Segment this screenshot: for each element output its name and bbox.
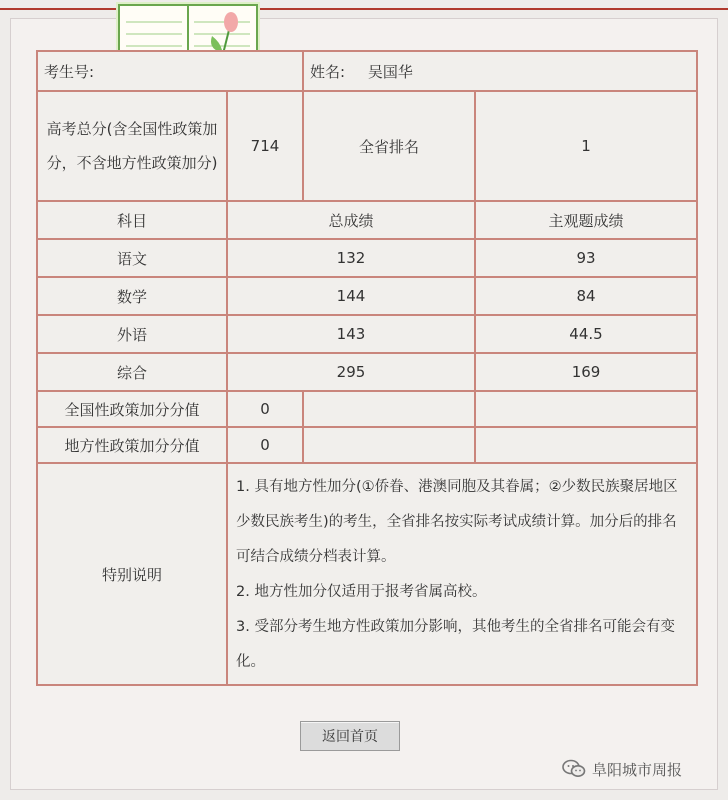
table-header-row (37, 201, 697, 239)
note-item: 1. 具有地方性加分(①侨眷、港澳同胞及其眷属；②少数民族聚居地区少数民族考生)的考生，全省排名按实际考试成绩计算。加分后的排名可结合成绩分档表计算。 (236, 479, 678, 565)
name-cell (303, 51, 697, 91)
total-score-value: 714 (227, 91, 303, 201)
header-total: 总成绩 (227, 201, 475, 239)
note-item: 3. 受部分考生地方性政策加分影响，其他考生的全省排名可能会有变化。 (236, 619, 675, 670)
empty-cell (303, 391, 475, 427)
table-row (37, 463, 697, 685)
table-row (37, 91, 697, 201)
back-home-button[interactable]: 返回首页 (300, 721, 400, 751)
table-row (37, 277, 697, 315)
notes-label: 特别说明 (37, 463, 227, 685)
score-table (36, 50, 698, 686)
wechat-icon (562, 759, 586, 779)
subject-total: 144 (227, 277, 475, 315)
table-row (37, 51, 697, 91)
local-policy-label: 地方性政策加分分值 (37, 427, 227, 463)
note-item: 2. 地方性加分仅适用于报考省属高校。 (236, 584, 487, 600)
subject-name: 数学 (37, 277, 227, 315)
exam-no-cell (37, 51, 303, 91)
top-rule (0, 8, 728, 10)
header-subject: 科目 (37, 201, 227, 239)
header-subjective: 主观题成绩 (475, 201, 697, 239)
table-row (37, 427, 697, 463)
local-policy-value: 0 (227, 427, 303, 463)
national-policy-value: 0 (227, 391, 303, 427)
empty-cell (303, 427, 475, 463)
empty-cell (475, 391, 697, 427)
subject-subjective: 84 (475, 277, 697, 315)
rank-value: 1 (475, 91, 697, 201)
subject-name: 语文 (37, 239, 227, 277)
subject-subjective: 93 (475, 239, 697, 277)
name-value: 吴国华 (367, 62, 413, 81)
empty-cell (475, 427, 697, 463)
rank-label: 全省排名 (303, 91, 475, 201)
table-row (37, 391, 697, 427)
subject-name: 外语 (37, 315, 227, 353)
total-score-label: 高考总分(含全国性政策加分，不含地方性政策加分) (37, 91, 227, 201)
notes-content (227, 463, 697, 685)
subject-total: 143 (227, 315, 475, 353)
subject-total: 295 (227, 353, 475, 391)
table-row (37, 239, 697, 277)
watermark-text: 阜阳城市周报 (592, 760, 683, 779)
subject-subjective: 44.5 (475, 315, 697, 353)
name-label: 姓名: (310, 62, 346, 81)
table-row (37, 315, 697, 353)
national-policy-label: 全国性政策加分分值 (37, 391, 227, 427)
subject-total: 132 (227, 239, 475, 277)
table-row (37, 353, 697, 391)
subject-name: 综合 (37, 353, 227, 391)
subject-subjective: 169 (475, 353, 697, 391)
exam-no-label: 考生号: (44, 62, 95, 81)
watermark (562, 757, 682, 781)
